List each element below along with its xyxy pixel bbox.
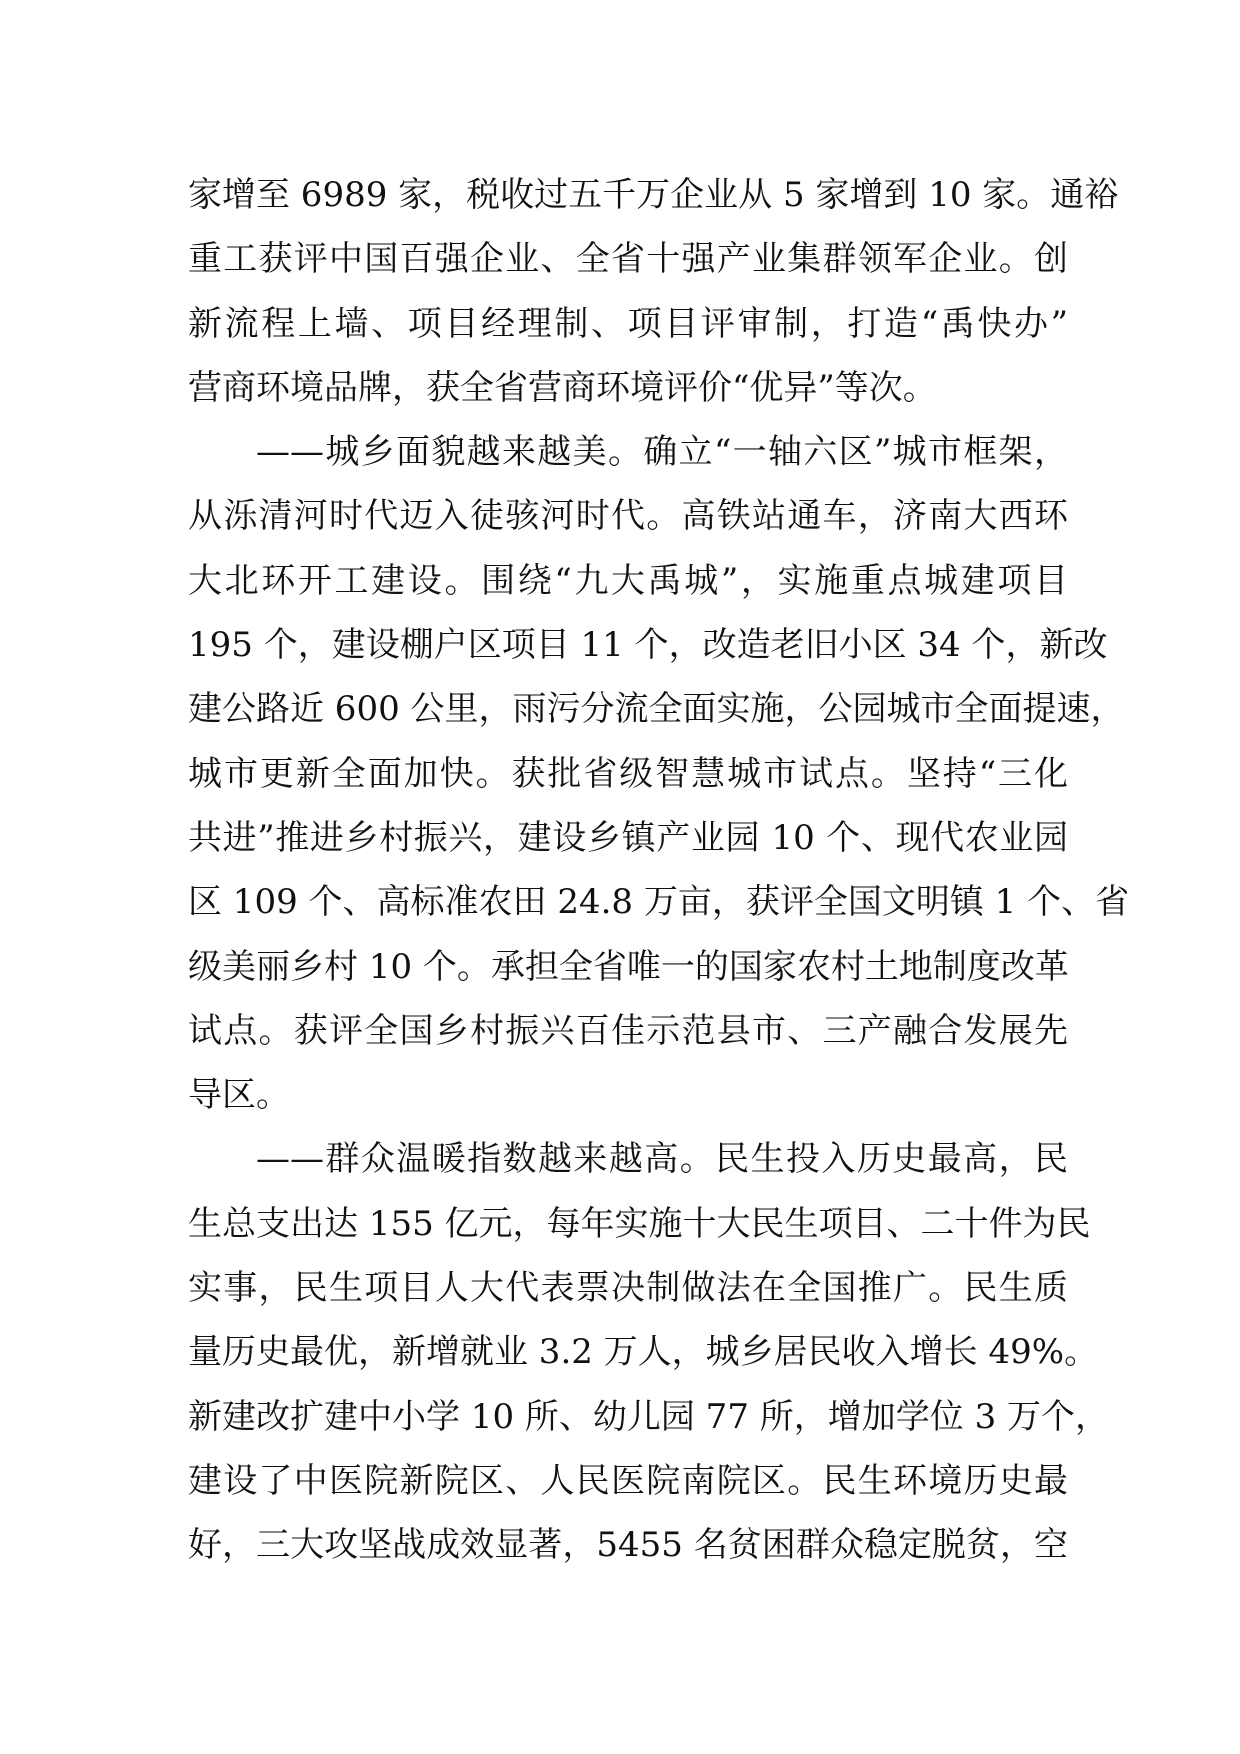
text-line: ——城乡面貌越来越美。确立“一轴六区”城市框架， xyxy=(256,432,1068,473)
text-line: 实事，民生项目人大代表票决制做法在全国推广。民生质 xyxy=(188,1268,1068,1309)
text-line: 级美丽乡村 10 个。承担全省唯一的国家农村土地制度改革 xyxy=(188,946,1069,987)
text-line: 营商环境品牌，获全省营商环境评价“优异”等次。 xyxy=(188,367,937,408)
text-line: 区 109 个、高标准农田 24.8 万亩，获评全国文明镇 1 个、省 xyxy=(188,882,1130,923)
text-line: 生总支出达 155 亿元，每年实施十大民生项目、二十件为民 xyxy=(188,1203,1091,1244)
text-line: 城市更新全面加快。获批省级智慧城市试点。坚持“三化 xyxy=(188,753,1068,794)
text-line: 新流程上墙、项目经理制、项目评审制，打造“禹快办” xyxy=(188,303,1068,344)
text-line: ——群众温暖指数越来越高。民生投入历史最高，民 xyxy=(256,1139,1068,1180)
text-line: 家增至 6989 家，税收过五千万企业从 5 家增到 10 家。通裕 xyxy=(188,175,1119,215)
text-line: 导区。 xyxy=(188,1075,290,1116)
text-line: 好，三大攻坚战成效显著，5455 名贫困群众稳定脱贫，空 xyxy=(188,1525,1068,1566)
text-line: 量历史最优，新增就业 3.2 万人，城乡居民收入增长 49%。 xyxy=(188,1332,1099,1373)
body-text xyxy=(188,163,1130,1578)
text-line: 大北环开工建设。围绕“九大禹城”，实施重点城建项目 xyxy=(188,560,1068,601)
text-line: 试点。获评全国乡村振兴百佳示范县市、三产融合发展先 xyxy=(188,1010,1068,1051)
text-line: 建设了中医院新院区、人民医院南院区。民生环境历史最 xyxy=(188,1460,1068,1501)
text-line: 195 个，建设棚户区项目 11 个，改造老旧小区 34 个，新改 xyxy=(188,625,1108,666)
text-line: 重工获评中国百强企业、全省十强产业集群领军企业。创 xyxy=(188,239,1068,280)
text-line: 共进”推进乡村振兴，建设乡镇产业园 10 个、现代农业园 xyxy=(188,817,1068,858)
text-line: 新建改扩建中小学 10 所、幼儿园 77 所，增加学位 3 万个， xyxy=(188,1396,1110,1437)
text-line: 从泺清河时代迈入徒骇河时代。高铁站通车，济南大西环 xyxy=(188,496,1068,537)
text-line: 建公路近 600 公里，雨污分流全面实施，公园城市全面提速， xyxy=(188,689,1125,730)
